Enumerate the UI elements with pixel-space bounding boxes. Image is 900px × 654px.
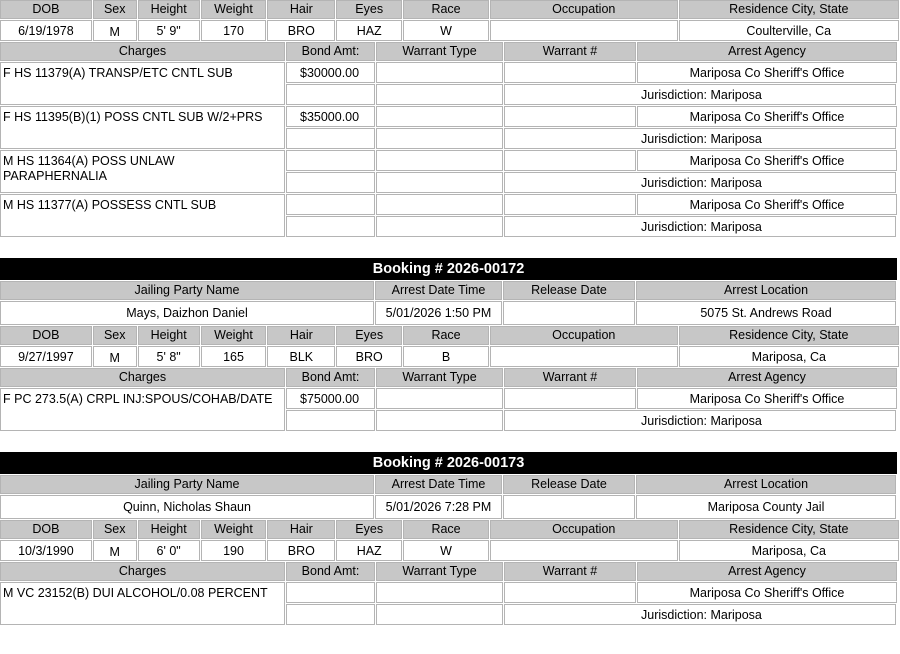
- charge-details: [286, 62, 900, 106]
- warrant-number-value: [504, 388, 636, 409]
- charge-empty-cell: [286, 604, 375, 625]
- hair-value: BRO: [267, 20, 335, 41]
- warrant-number-value: [504, 150, 636, 171]
- release-date: [503, 301, 635, 325]
- eyes-value: HAZ: [336, 20, 402, 41]
- height-header: Height: [138, 326, 200, 345]
- charge-entry: [0, 388, 900, 432]
- release-date-header: Release Date: [503, 281, 635, 300]
- occupation-header: Occupation: [490, 326, 678, 345]
- weight-value: 165: [201, 346, 267, 367]
- race-value: W: [403, 20, 489, 41]
- height-header: Height: [138, 0, 200, 19]
- warrant-number-value: [504, 106, 636, 127]
- charge-jurisdiction-row: [286, 84, 900, 106]
- race-value: B: [403, 346, 489, 367]
- hair-header: Hair: [267, 0, 335, 19]
- charge-detail-row: [286, 582, 900, 604]
- charge-empty-cell: [376, 410, 503, 431]
- charge-jurisdiction-row: [286, 128, 900, 150]
- jailing-value-row: [0, 301, 900, 326]
- arrest-agency-value: Mariposa Co Sheriff's Office: [637, 106, 897, 127]
- weight-header: Weight: [201, 0, 267, 19]
- sex-header: Sex: [93, 520, 137, 539]
- sex-header: Sex: [93, 0, 137, 19]
- booking-number-banner: Booking # 2026-00173: [0, 452, 897, 474]
- sex-value: M: [93, 540, 137, 561]
- height-header: Height: [138, 520, 200, 539]
- arrest-agency-header: Arrest Agency: [637, 368, 897, 387]
- warrant-type-header: Warrant Type: [376, 368, 503, 387]
- race-header: Race: [403, 520, 489, 539]
- record-spacer: [0, 238, 900, 258]
- arrest-agency-value: Mariposa Co Sheriff's Office: [637, 388, 897, 409]
- sex-value: M: [93, 20, 137, 41]
- dob-value: 9/27/1997: [0, 346, 92, 367]
- arrest-location-header: Arrest Location: [636, 475, 896, 494]
- booking-record: [0, 452, 900, 626]
- bond-amount: $35000.00: [286, 106, 375, 127]
- warrant-number-header: Warrant #: [504, 368, 636, 387]
- weight-header: Weight: [201, 520, 267, 539]
- charges-header: Charges: [0, 562, 285, 581]
- charge-jurisdiction-row: [286, 172, 900, 194]
- race-value: W: [403, 540, 489, 561]
- charge-description: F HS 11379(A) TRANSP/ETC CNTL SUB: [0, 62, 285, 105]
- booking-number-banner: Booking # 2026-00172: [0, 258, 897, 280]
- arrest-agency-value: Mariposa Co Sheriff's Office: [637, 194, 897, 215]
- charge-detail-row: [286, 150, 900, 172]
- charge-details: [286, 150, 900, 194]
- weight-header: Weight: [201, 326, 267, 345]
- demographics-value-row: [0, 540, 900, 562]
- warrant-number-value: [504, 582, 636, 603]
- race-header: Race: [403, 326, 489, 345]
- charge-description: F PC 273.5(A) CRPL INJ:SPOUS/COHAB/DATE: [0, 388, 285, 431]
- arrest-datetime: 5/01/2026 7:28 PM: [375, 495, 502, 519]
- arrest-datetime-header: Arrest Date Time: [375, 281, 502, 300]
- eyes-header: Eyes: [336, 520, 402, 539]
- warrant-type-header: Warrant Type: [376, 562, 503, 581]
- charge-empty-cell: [376, 172, 503, 193]
- bond-header: Bond Amt:: [286, 42, 375, 61]
- jurisdiction-value: Jurisdiction: Mariposa: [504, 84, 896, 105]
- residence-header: Residence City, State: [679, 326, 900, 345]
- residence-value: Mariposa, Ca: [679, 540, 900, 561]
- eyes-header: Eyes: [336, 0, 402, 19]
- height-value: 6' 0": [138, 540, 200, 561]
- hair-value: BRO: [267, 540, 335, 561]
- charge-entry: [0, 150, 900, 194]
- bond-amount: $75000.00: [286, 388, 375, 409]
- occupation-header: Occupation: [490, 520, 678, 539]
- arrest-location: Mariposa County Jail: [636, 495, 896, 519]
- release-date-header: Release Date: [503, 475, 635, 494]
- jurisdiction-value: Jurisdiction: Mariposa: [504, 128, 896, 149]
- warrant-type-value: [376, 106, 503, 127]
- charge-jurisdiction-row: [286, 216, 900, 238]
- warrant-type-value: [376, 194, 503, 215]
- arrest-datetime-header: Arrest Date Time: [375, 475, 502, 494]
- arrest-datetime: 5/01/2026 1:50 PM: [375, 301, 502, 325]
- charge-empty-cell: [376, 84, 503, 105]
- release-date: [503, 495, 635, 519]
- warrant-number-value: [504, 62, 636, 83]
- arrest-agency-header: Arrest Agency: [637, 562, 897, 581]
- charge-details: [286, 582, 900, 626]
- jailing-party-header: Jailing Party Name: [0, 281, 374, 300]
- charge-entry: [0, 194, 900, 238]
- warrant-type-value: [376, 582, 503, 603]
- charge-empty-cell: [286, 128, 375, 149]
- bond-amount: [286, 150, 375, 171]
- warrant-type-value: [376, 150, 503, 171]
- charges-header-row: [0, 42, 900, 62]
- charge-jurisdiction-row: [286, 604, 900, 626]
- dob-value: 6/19/1978: [0, 20, 92, 41]
- charge-empty-cell: [286, 216, 375, 237]
- arrest-location-header: Arrest Location: [636, 281, 896, 300]
- charge-empty-cell: [286, 172, 375, 193]
- dob-header: DOB: [0, 520, 92, 539]
- warrant-type-value: [376, 388, 503, 409]
- charge-description: M VC 23152(B) DUI ALCOHOL/0.08 PERCENT: [0, 582, 285, 625]
- arrest-location: 5075 St. Andrews Road: [636, 301, 896, 325]
- jailing-party-name: Mays, Daizhon Daniel: [0, 301, 374, 325]
- jailing-party-header: Jailing Party Name: [0, 475, 374, 494]
- height-value: 5' 8": [138, 346, 200, 367]
- demographics-value-row: [0, 346, 900, 368]
- arrest-agency-value: Mariposa Co Sheriff's Office: [637, 62, 897, 83]
- hair-header: Hair: [267, 326, 335, 345]
- charges-header: Charges: [0, 42, 285, 61]
- charge-description: M HS 11377(A) POSSESS CNTL SUB: [0, 194, 285, 237]
- dob-value: 10/3/1990: [0, 540, 92, 561]
- record-spacer: [0, 432, 900, 452]
- demographics-value-row: [0, 20, 900, 42]
- charge-detail-row: [286, 62, 900, 84]
- occupation-value: [490, 20, 678, 41]
- jurisdiction-value: Jurisdiction: Mariposa: [504, 216, 896, 237]
- charge-empty-cell: [286, 410, 375, 431]
- eyes-value: BRO: [336, 346, 402, 367]
- charge-details: [286, 194, 900, 238]
- race-header: Race: [403, 0, 489, 19]
- charge-empty-cell: [376, 128, 503, 149]
- sex-value: M: [93, 346, 137, 367]
- jurisdiction-value: Jurisdiction: Mariposa: [504, 410, 896, 431]
- booking-record: [0, 0, 900, 238]
- charges-header-row: [0, 368, 900, 388]
- demographics-header-row: [0, 520, 900, 540]
- charge-description: F HS 11395(B)(1) POSS CNTL SUB W/2+PRS: [0, 106, 285, 149]
- charge-entry: [0, 582, 900, 626]
- sex-header: Sex: [93, 326, 137, 345]
- bond-amount: [286, 194, 375, 215]
- hair-value: BLK: [267, 346, 335, 367]
- warrant-type-header: Warrant Type: [376, 42, 503, 61]
- occupation-value: [490, 540, 678, 561]
- charge-detail-row: [286, 106, 900, 128]
- charge-entry: [0, 62, 900, 106]
- occupation-header: Occupation: [490, 0, 678, 19]
- demographics-header-row: [0, 326, 900, 346]
- charge-details: [286, 106, 900, 150]
- arrest-agency-header: Arrest Agency: [637, 42, 897, 61]
- warrant-number-header: Warrant #: [504, 42, 636, 61]
- hair-header: Hair: [267, 520, 335, 539]
- charge-empty-cell: [376, 604, 503, 625]
- charges-header: Charges: [0, 368, 285, 387]
- bond-amount: $30000.00: [286, 62, 375, 83]
- warrant-number-header: Warrant #: [504, 562, 636, 581]
- charge-details: [286, 388, 900, 432]
- bond-header: Bond Amt:: [286, 562, 375, 581]
- height-value: 5' 9": [138, 20, 200, 41]
- bond-amount: [286, 582, 375, 603]
- jurisdiction-value: Jurisdiction: Mariposa: [504, 604, 896, 625]
- occupation-value: [490, 346, 678, 367]
- jurisdiction-value: Jurisdiction: Mariposa: [504, 172, 896, 193]
- charge-detail-row: [286, 194, 900, 216]
- residence-header: Residence City, State: [679, 520, 900, 539]
- jailing-value-row: [0, 495, 900, 520]
- charge-jurisdiction-row: [286, 410, 900, 432]
- warrant-number-value: [504, 194, 636, 215]
- warrant-type-value: [376, 62, 503, 83]
- weight-value: 190: [201, 540, 267, 561]
- residence-value: Coulterville, Ca: [679, 20, 900, 41]
- dob-header: DOB: [0, 326, 92, 345]
- charge-empty-cell: [286, 84, 375, 105]
- charge-entry: [0, 106, 900, 150]
- arrest-agency-value: Mariposa Co Sheriff's Office: [637, 150, 897, 171]
- charge-detail-row: [286, 388, 900, 410]
- weight-value: 170: [201, 20, 267, 41]
- dob-header: DOB: [0, 0, 92, 19]
- jailing-header-row: [0, 475, 900, 495]
- bond-header: Bond Amt:: [286, 368, 375, 387]
- eyes-value: HAZ: [336, 540, 402, 561]
- residence-header: Residence City, State: [679, 0, 900, 19]
- charge-empty-cell: [376, 216, 503, 237]
- arrest-agency-value: Mariposa Co Sheriff's Office: [637, 582, 897, 603]
- charges-header-row: [0, 562, 900, 582]
- jailing-header-row: [0, 281, 900, 301]
- demographics-header-row: [0, 0, 900, 20]
- eyes-header: Eyes: [336, 326, 402, 345]
- charge-description: M HS 11364(A) POSS UNLAW PARAPHERNALIA: [0, 150, 285, 193]
- jailing-party-name: Quinn, Nicholas Shaun: [0, 495, 374, 519]
- residence-value: Mariposa, Ca: [679, 346, 900, 367]
- booking-record: [0, 258, 900, 432]
